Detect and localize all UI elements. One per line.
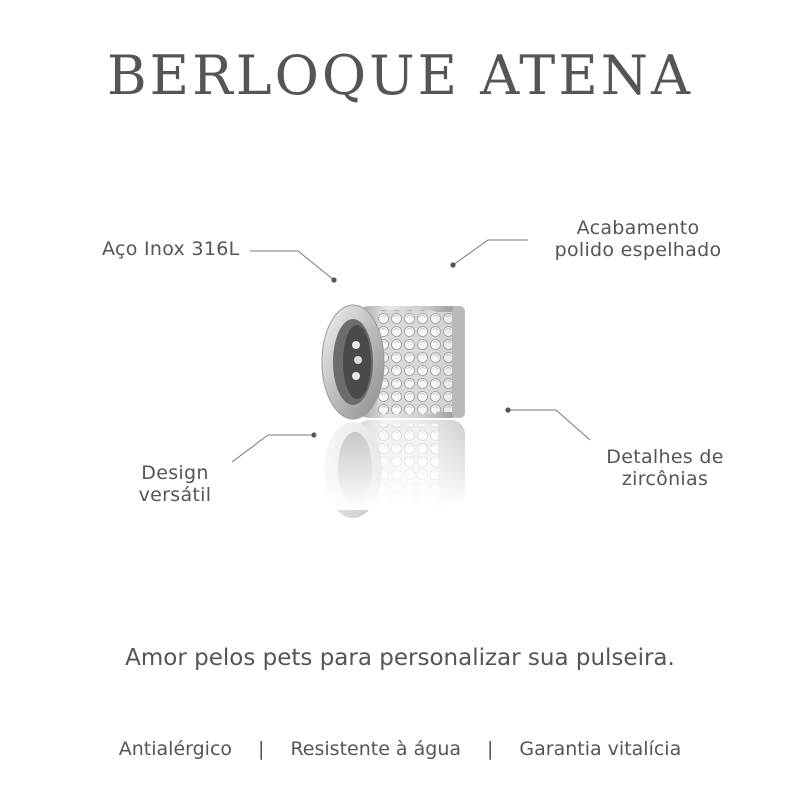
callout-line-inox [250,251,334,280]
tagline: Amor pelos pets para personalizar sua pulseira. [125,645,675,671]
callout-dot-acabamento [450,262,455,267]
feature-garantia: Garantia vitalícia [519,738,682,760]
callout-line-acabamento [453,240,528,265]
callout-dot-zirconias [505,407,510,412]
callout-dot-inox [331,277,336,282]
feature-separator: | [258,738,265,760]
label-aco-inox: Aço Inox 316L [102,238,240,260]
label-acabamento: Acabamento polido espelhado [554,217,722,261]
feature-antialergico: Antialérgico [118,738,233,760]
product-title: BERLOQUE ATENA [107,44,693,107]
charm-image [315,305,485,518]
callout-line-design [232,435,314,462]
callout-line-zirconias [508,410,590,440]
feature-list [0,738,800,760]
label-zirconias: Detalhes de zircônias [606,446,724,490]
label-design: Design versátil [138,462,212,506]
feature-separator: | [487,738,494,760]
feature-resistente-agua: Resistente à água [290,738,461,760]
